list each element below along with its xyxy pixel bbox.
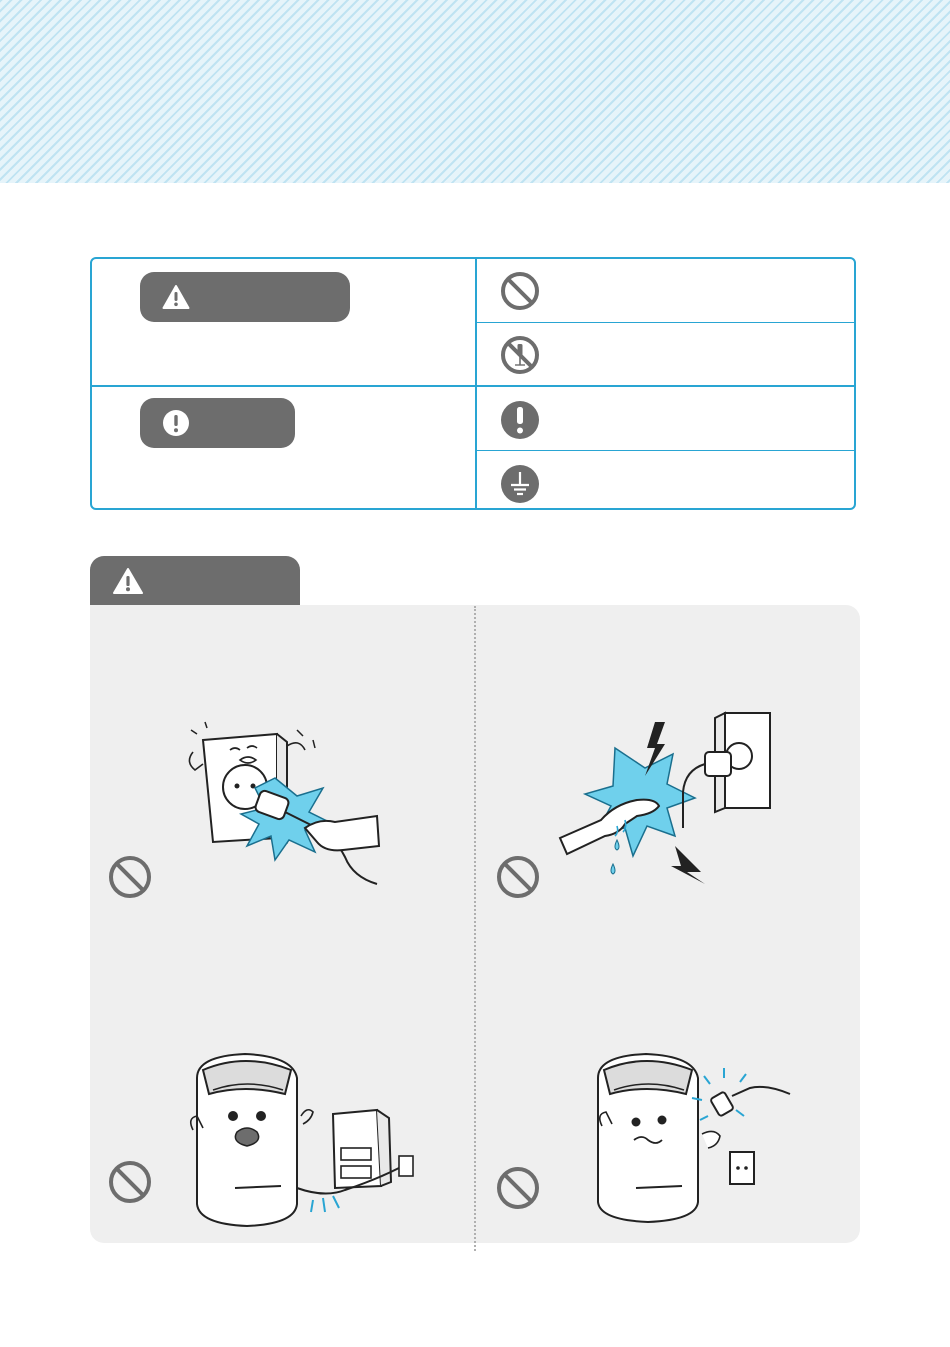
warning-triangle-icon <box>112 567 144 595</box>
mandatory-exclamation-icon <box>500 400 540 440</box>
panel-divider <box>474 606 476 1251</box>
wet-hand-plug-illustration <box>555 708 780 888</box>
symbol-legend-table <box>90 257 856 510</box>
warning-section-tab <box>90 556 300 606</box>
warning-badge <box>140 272 350 322</box>
warning-triangle-icon <box>162 284 190 310</box>
damaged-plug-illustration <box>590 1048 800 1223</box>
prohibition-icon <box>108 1160 152 1204</box>
legend-divider <box>92 385 854 387</box>
unit-extension-cable-illustration <box>185 1048 415 1228</box>
no-disassembly-icon <box>500 335 540 375</box>
prohibition-icon <box>496 855 540 899</box>
ground-icon <box>500 464 540 504</box>
legend-divider <box>475 259 477 508</box>
exclamation-circle-icon <box>162 409 190 437</box>
legend-divider <box>476 322 856 323</box>
prohibition-icon <box>496 1166 540 1210</box>
legend-divider <box>476 450 856 451</box>
prohibition-icon <box>500 271 540 311</box>
prohibition-icon <box>108 855 152 899</box>
outlet-plug-pull-illustration <box>185 712 390 897</box>
header-band <box>0 0 950 183</box>
caution-badge <box>140 398 295 448</box>
